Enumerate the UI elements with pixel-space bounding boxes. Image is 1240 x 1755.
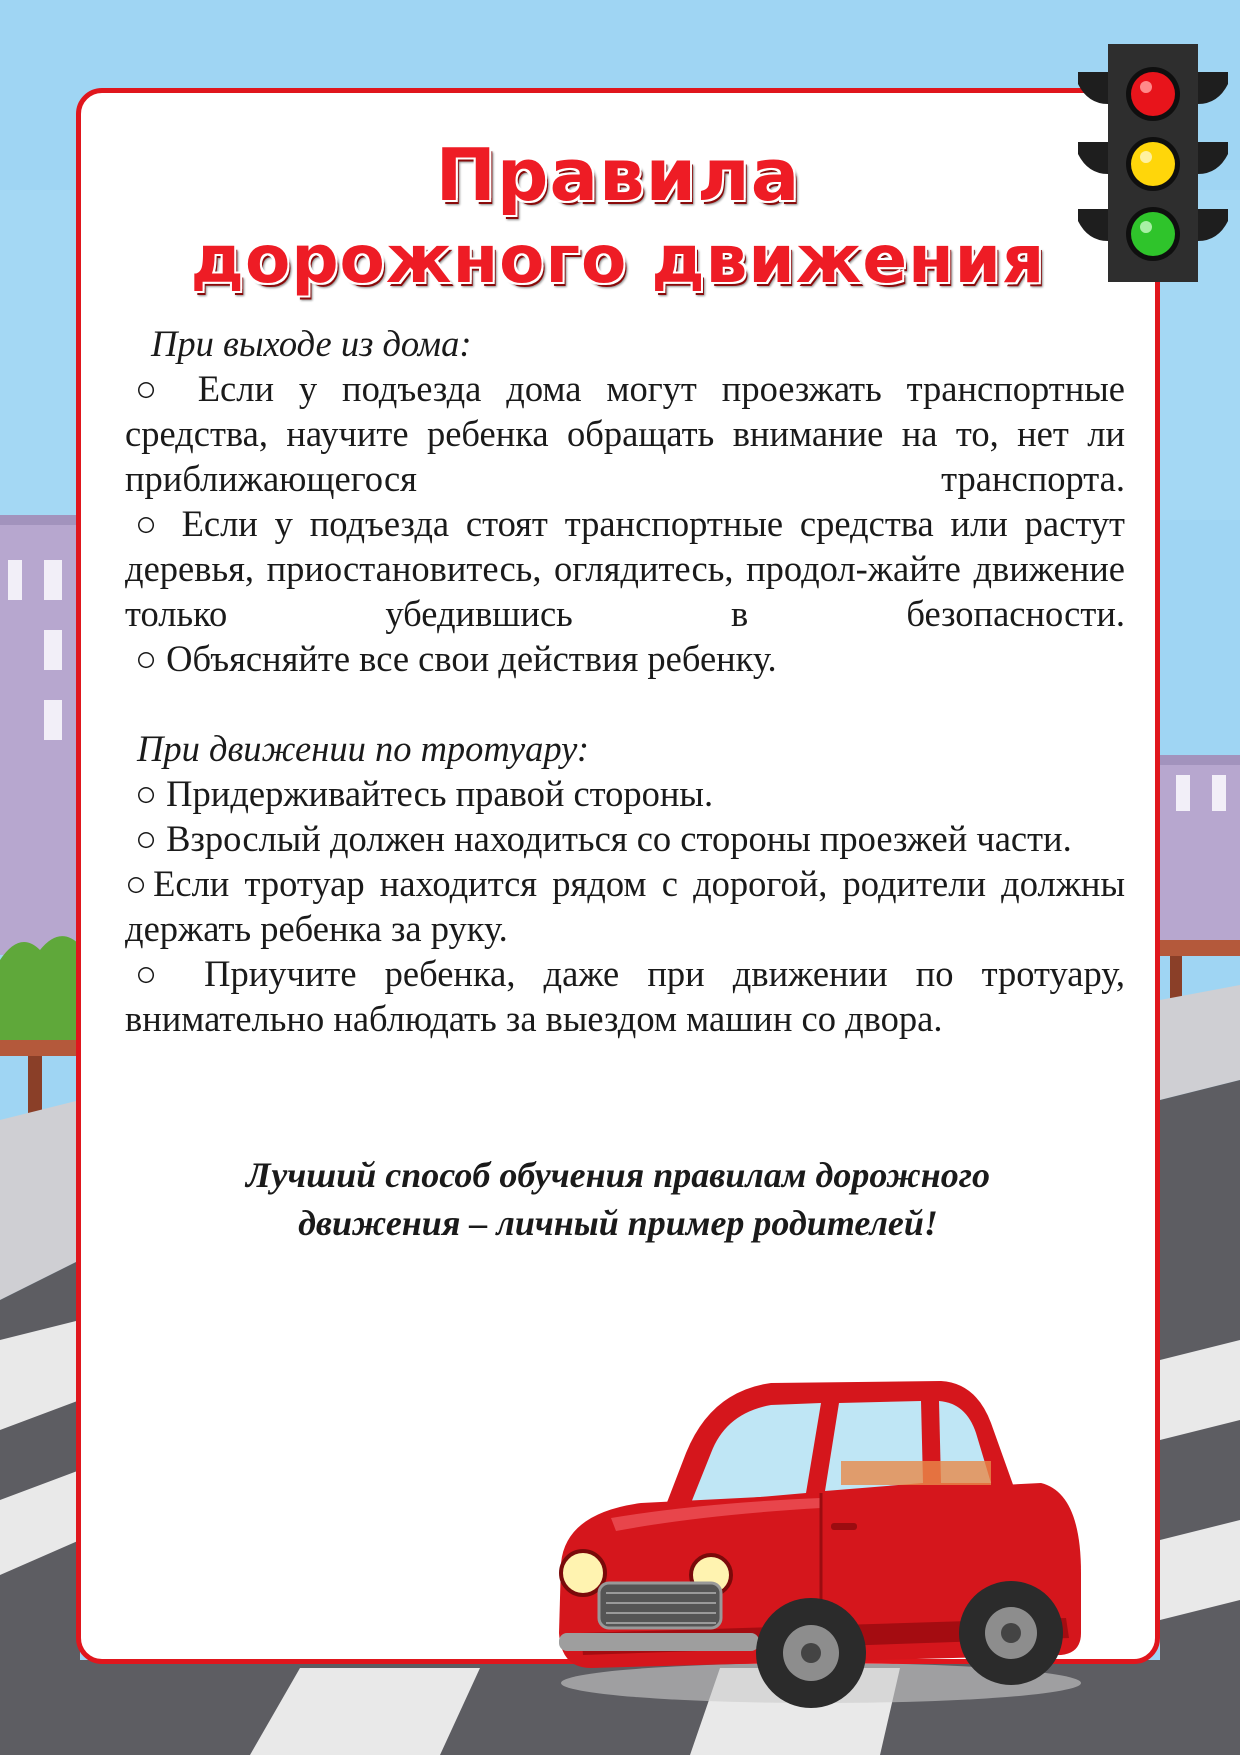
closing-line-2: движения – личный пример родителей! bbox=[298, 1203, 938, 1243]
building-right-icon bbox=[1150, 755, 1240, 955]
section-heading-sidewalk: При движении по тротуару: bbox=[137, 728, 589, 769]
content-card bbox=[76, 88, 1160, 1664]
rule-item: ○ Придерживайтесь правой стороны. bbox=[135, 773, 714, 814]
section-heading-home: При выходе из дома: bbox=[151, 323, 472, 364]
rule-item: ○ Приучите ребенка, даже при движении по тротуару, внимательно наблюдать за выездом машин со двора. bbox=[125, 953, 1125, 1039]
title-line-1: Правила bbox=[435, 133, 801, 217]
rules-text bbox=[125, 321, 1125, 1041]
red-car-icon bbox=[521, 1333, 1101, 1733]
rule-item: ○Если тротуар находится рядом с дорогой, родители должны держать ребенка за руку. bbox=[125, 863, 1125, 949]
closing-line-1: Лучший способ обучения правилам дорожного bbox=[245, 1155, 990, 1195]
rule-item: ○ Если у подъезда дома могут проезжать транспортные средства, научите ребенка обращать внимание на то, нет ли приближающегося транспорта. bbox=[125, 368, 1125, 499]
rule-item: ○ Если у подъезда стоят транспортные средства или растут деревья, приостановитесь, оглядитесь, продол-жайте движение только убедившись в безопасности. bbox=[125, 503, 1125, 634]
title-line-2: дорожного движения bbox=[190, 221, 1046, 298]
rule-item: ○ Объясняйте все свои действия ребенку. bbox=[135, 638, 777, 679]
rule-item: ○ Взрослый должен находиться со стороны проезжей части. bbox=[135, 818, 1072, 859]
traffic-light-icon bbox=[1078, 44, 1228, 284]
